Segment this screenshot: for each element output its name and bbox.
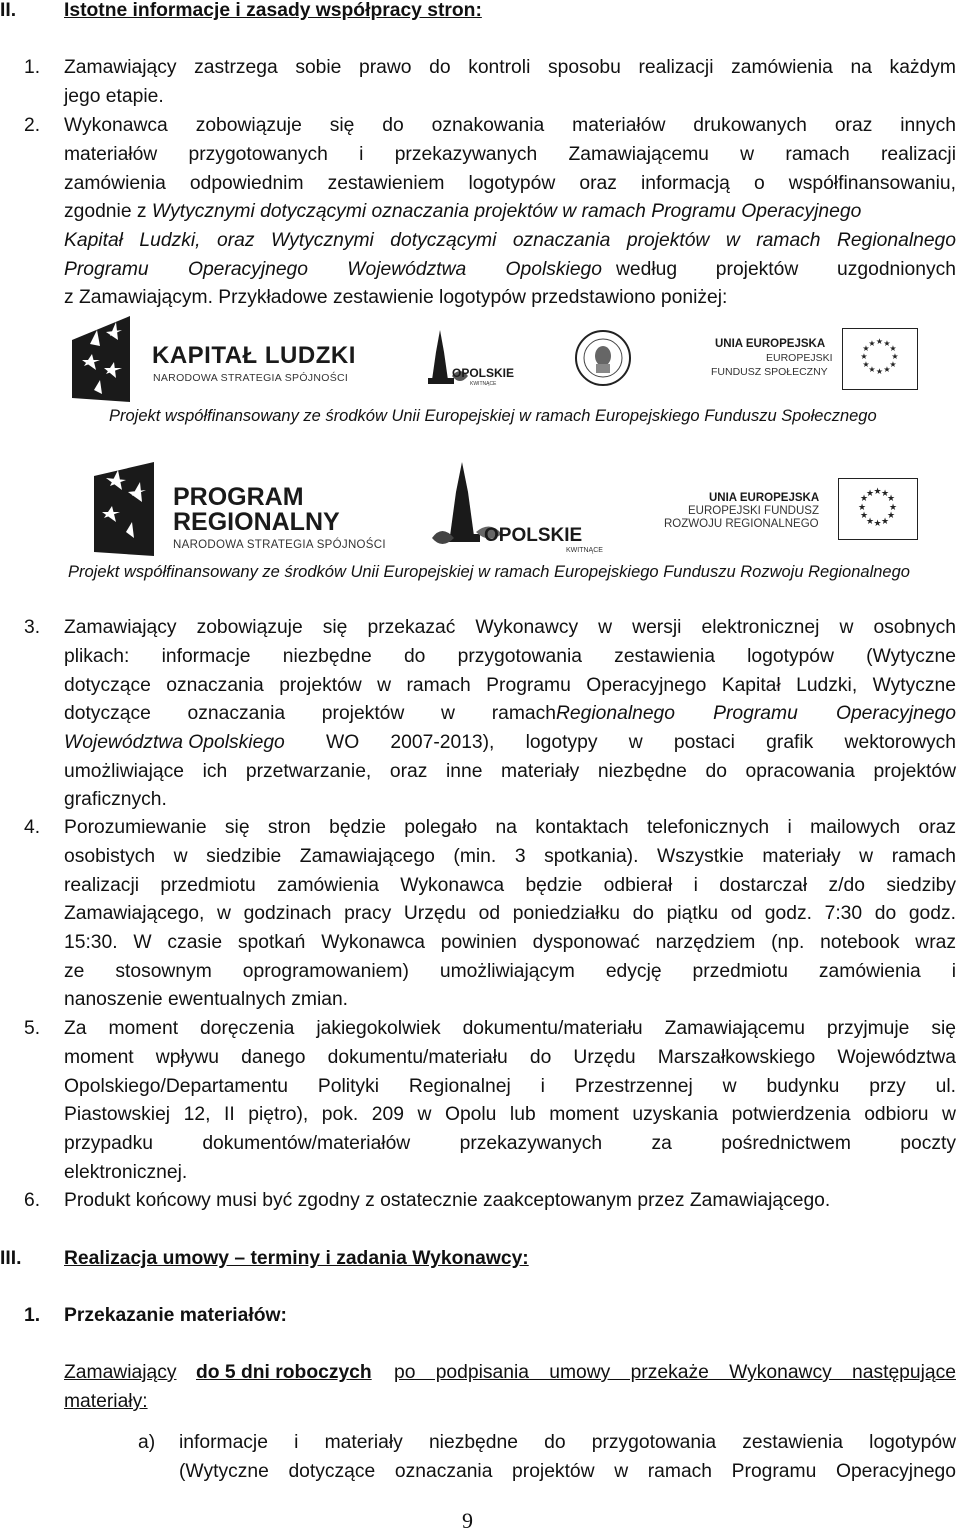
subsection-number: 1. xyxy=(24,1305,41,1326)
text-run: po podpisania umowy przekaże Wykonawcy następujące xyxy=(394,1362,956,1383)
paragraph-line: Piastowskiej 12, II piętro), pok. 209 w Opolu lub moment uzyskania potwierdzenia odbioru w xyxy=(64,1104,956,1125)
svg-text:★: ★ xyxy=(865,489,875,499)
svg-text:★: ★ xyxy=(873,487,882,497)
list-number: 3. xyxy=(24,617,41,638)
kapital-ludzki-emblem xyxy=(70,314,158,404)
svg-text:★: ★ xyxy=(880,517,890,527)
svg-text:★: ★ xyxy=(862,344,870,353)
svg-text:★: ★ xyxy=(888,503,898,513)
program-regionalny-emblem xyxy=(92,462,182,556)
program-regionalny-subtitle: NARODOWA STRATEGIA SPÓJNOŚCI xyxy=(173,539,386,551)
svg-text:★: ★ xyxy=(883,365,891,374)
section-title: Istotne informacje i zasady współpracy stron: xyxy=(64,0,482,21)
paragraph-line: przypadku dokumentów/materiałów przekazywanych za pośrednictwem poczty xyxy=(64,1133,956,1154)
text-run: Zamawiający xyxy=(64,1362,177,1383)
svg-text:★: ★ xyxy=(857,503,867,513)
svg-text:★: ★ xyxy=(889,344,897,353)
paragraph-line: 15:30. W czasie spotkań Wykonawca powinien dysponować narzędziem (np. notebook wraz xyxy=(64,932,956,953)
paragraph-line: Opolskiego/Departamentu Polityki Regionalnej i Przestrzennej w budynku przy ul. xyxy=(64,1076,956,1097)
list-letter: a) xyxy=(138,1432,156,1453)
section-title: Realizacja umowy – terminy i zadania Wykonawcy: xyxy=(64,1248,529,1269)
opolskie-logo-tagline: KWITNĄCE xyxy=(566,547,603,554)
opolskie-logo-text: OPOLSKIE xyxy=(452,366,515,380)
svg-text:★: ★ xyxy=(859,494,869,504)
page-number: 9 xyxy=(462,1508,473,1533)
paragraph-line: informacje i materiały niezbędne do przygotowania zestawienia logotypów xyxy=(179,1432,956,1453)
paragraph-line: dotyczące oznaczania projektów w ramach Programu Operacyjnego Kapitał Ludzki, Wytyczne xyxy=(64,675,956,696)
text-run-italic: Programu Operacyjnego Województwa Opolskiego xyxy=(64,259,602,280)
ue-logo-line2: EUROPEJSKI FUNDUSZ xyxy=(688,505,819,517)
list-number: 6. xyxy=(24,1190,41,1211)
svg-text:★: ★ xyxy=(868,365,876,374)
svg-text:★: ★ xyxy=(883,339,891,348)
eu-flag-icon xyxy=(842,328,918,390)
text-run-italic: Wytycznymi dotyczącymi oznaczania projektów w ramach Programu Operacyjnego xyxy=(151,201,862,222)
paragraph-line: z Zamawiającym. Przykładowe zestawienie logotypów przedstawiono poniżej: xyxy=(64,287,728,308)
program-regionalny-line1: PROGRAM xyxy=(173,483,304,511)
ue-logo-line3: FUNDUSZ SPOŁECZNY xyxy=(711,366,828,378)
text-run: WO 2007-2013), logotypy w postaci grafik wektorowych xyxy=(326,732,956,753)
paragraph-line: materiały: xyxy=(64,1391,148,1412)
paragraph-line: graficznych. xyxy=(64,789,167,810)
section-number: II. xyxy=(0,0,17,21)
ue-logo-line2: EUROPEJSKI xyxy=(766,352,833,364)
svg-text:★: ★ xyxy=(891,352,899,361)
text-run: według projektów uzgodnionych xyxy=(616,259,956,280)
kapital-ludzki-subtitle: NARODOWA STRATEGIA SPÓJNOŚCI xyxy=(153,372,349,384)
paragraph-line: Zamawiającego, w godzinach pracy Urzędu od poniedziałku do piątku od godz. 7:30 do godz. xyxy=(64,903,956,924)
paragraph-line: Kapitał Ludzki, oraz Wytycznymi dotyczącymi oznaczania projektów w ramach Regionalnego xyxy=(64,230,956,251)
opolskie-logo-tagline: KWITNĄCE xyxy=(470,381,497,387)
svg-text:★: ★ xyxy=(862,360,870,369)
list-number: 1. xyxy=(24,57,41,78)
paragraph-line: Za moment doręczenia jakiegokolwiek dokumentu/materiału Zamawiającemu przyjmuje się xyxy=(64,1018,956,1039)
paragraph-line: Zamawiający zastrzega sobie prawo do kontroli sposobu realizacji zamówienia na każdym xyxy=(64,57,956,78)
paragraph-line: Porozumiewanie się stron będzie polegało na kontaktach telefonicznych i mailowych oraz xyxy=(64,817,956,838)
paragraph-line: realizacji przedmiotu zamówienia Wykonawca będzie odbierał i dostarczał z/do siedziby xyxy=(64,875,956,896)
svg-text:★: ★ xyxy=(865,517,875,527)
svg-text:★: ★ xyxy=(859,511,869,521)
kapital-ludzki-title: KAPITAŁ LUDZKI xyxy=(152,342,356,369)
paragraph-line: zamówienia odpowiednim zestawieniem logotypów oraz informacją o współfinansowaniu, xyxy=(64,173,956,194)
paragraph-line: osobistych w siedzibie Zamawiającego (min. 3 spotkania). Wszystkie materiały w ramach xyxy=(64,846,956,867)
ue-logo-line1: UNIA EUROPEJSKA xyxy=(709,492,820,504)
svg-text:★: ★ xyxy=(889,360,897,369)
logo-caption: Projekt współfinansowany ze środków Unii Europejskiej w ramach Europejskiego Funduszu Społecznego xyxy=(109,407,877,425)
ue-logo-line1: UNIA EUROPEJSKA xyxy=(715,338,826,350)
paragraph-line: ze stosownym oprogramowaniem) umożliwiającym edycję przedmiotu zamówienia i xyxy=(64,961,956,982)
paragraph-line xyxy=(64,729,956,757)
svg-text:★: ★ xyxy=(860,352,868,361)
list-number: 4. xyxy=(24,817,41,838)
paragraph-line xyxy=(64,198,861,226)
text-run-italic: Województwa Opolskiego xyxy=(64,732,285,753)
svg-text:★: ★ xyxy=(868,339,876,348)
paragraph-line: nanoszenie ewentualnych zmian. xyxy=(64,989,349,1010)
list-number: 5. xyxy=(24,1018,41,1039)
logo-caption: Projekt współfinansowany ze środków Unii Europejskiej w ramach Europejskiego Funduszu Rozwoju Regionalnego xyxy=(68,563,910,581)
paragraph-line: jego etapie. xyxy=(64,86,164,107)
svg-text:★: ★ xyxy=(875,337,884,346)
seal-icon xyxy=(572,328,634,388)
text-run-bold: do 5 dni roboczych xyxy=(196,1362,372,1383)
program-regionalny-line2: REGIONALNY xyxy=(173,508,340,536)
paragraph-line xyxy=(64,256,956,284)
list-number: 2. xyxy=(24,115,41,136)
eu-flag-icon xyxy=(838,478,918,540)
svg-text:★: ★ xyxy=(886,511,896,521)
text-run: zgodnie z xyxy=(64,201,152,222)
paragraph-line xyxy=(64,1359,956,1387)
section-number: III. xyxy=(0,1248,22,1269)
paragraph-line: moment wpływu danego dokumentu/materiału do Urzędu Marszałkowskiego Województwa xyxy=(64,1047,956,1068)
text-run: dotyczące oznaczania projektów w ramach xyxy=(64,703,556,724)
svg-text:★: ★ xyxy=(886,494,896,504)
svg-text:★: ★ xyxy=(880,489,890,499)
text-run-italic: Regionalnego Programu Operacyjnego xyxy=(556,703,956,724)
paragraph-line: plikach: informacje niezbędne do przygotowania zestawienia logotypów (Wytyczne xyxy=(64,646,956,667)
paragraph-line: umożliwiające ich przetwarzanie, oraz inne materiały niezbędne do opracowania projektów xyxy=(64,761,956,782)
opolskie-logo-text: OPOLSKIE xyxy=(484,525,583,546)
paragraph-line: elektronicznej. xyxy=(64,1162,188,1183)
paragraph-line xyxy=(64,700,956,728)
paragraph-line: Produkt końcowy musi być zgodny z ostatecznie zaakceptowanym przez Zamawiającego. xyxy=(64,1190,831,1211)
subsection-title: Przekazanie materiałów: xyxy=(64,1305,287,1326)
paragraph-line: materiałów przygotowanych i przekazywanych Zamawiającemu w ramach realizacji xyxy=(64,144,956,165)
paragraph-line: Wykonawca zobowiązuje się do oznakowania materiałów drukowanych oraz innych xyxy=(64,115,956,136)
ue-logo-line3: ROZWOJU REGIONALNEGO xyxy=(664,518,819,530)
svg-text:★: ★ xyxy=(875,367,884,376)
svg-text:★: ★ xyxy=(873,519,882,529)
paragraph-line: Zamawiający zobowiązuje się przekazać Wykonawcy w wersji elektronicznej w osobnych xyxy=(64,617,956,638)
paragraph-line: (Wytyczne dotyczące oznaczania projektów w ramach Programu Operacyjnego xyxy=(179,1461,956,1482)
